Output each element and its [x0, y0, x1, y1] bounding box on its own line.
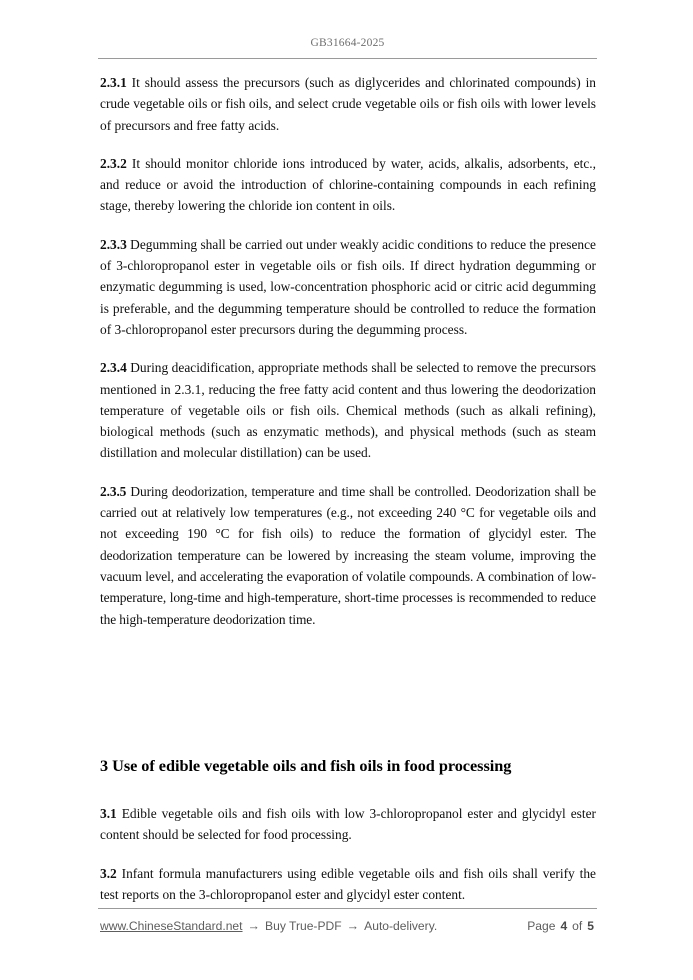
footer-promo	[100, 919, 437, 933]
footer-divider	[98, 908, 597, 909]
clause-paragraph	[100, 803, 596, 846]
header-divider	[98, 58, 597, 59]
header-standard-code: GB31664-2025	[310, 37, 385, 49]
page-indicator	[527, 919, 596, 933]
clause-paragraph	[100, 357, 596, 463]
footer-delivery-label: Auto-delivery.	[364, 919, 438, 933]
clause-text: Infant formula manufacturers using edible vegetable oils and fish oils shall verify the test reports on the 3-chloropropanol ester and glycidyl ester content.	[100, 865, 596, 902]
section-heading: 3 Use of edible vegetable oils and fish oils in food processing	[100, 756, 512, 775]
clause-number: 2.3.5	[100, 483, 127, 499]
clause-text: During deacidification, appropriate methods shall be selected to remove the precursors mentioned in 2.3.1, reducing the free fatty acid content and thus lowering the deodorization temperature of vegetable oils or fish oils. Chemical methods (such as alkali refining), biological methods (such as enzymatic methods), and physical methods (such as steam distillation and molecular distillation) can be used.	[100, 360, 596, 461]
clause-number: 2.3.2	[100, 155, 127, 171]
page-label: Page	[527, 919, 556, 933]
clause-text: It should monitor chloride ions introduced by water, acids, alkalis, adsorbents, etc., and reduce or avoid the introduction of chlorine-containing compounds in each refining stage, thereby lowering the chloride ion content in oils.	[100, 155, 596, 214]
page-header	[98, 33, 597, 51]
document-body	[100, 72, 596, 630]
arrow-right-icon: →	[247, 919, 261, 933]
clause-text: Edible vegetable oils and fish oils with low 3-chloropropanol ester and glycidyl ester content should be selected for food processing.	[100, 806, 596, 843]
page-footer	[100, 915, 596, 937]
section-3	[100, 755, 596, 905]
clause-paragraph	[100, 72, 596, 136]
clause-paragraph	[100, 234, 596, 340]
footer-website-link[interactable]: www.ChineseStandard.net	[100, 919, 243, 933]
clause-number: 2.3.4	[100, 360, 127, 376]
current-page-number: 4	[560, 919, 568, 933]
clause-text: Degumming shall be carried out under weakly acidic conditions to reduce the presence of 3-chloropropanol ester in vegetable oils or fish oils. If direct hydration degumming or enzymatic degumming is used, low-concentration phosphoric acid or citric acid degumming is preferable, and the degumming temperature should be controlled to reduce the formation of 3-chloropropanol ester precursors during the degumming process.	[100, 236, 596, 337]
clause-text: It should assess the precursors (such as diglycerides and chlorinated compounds) in crude vegetable oils or fish oils, and select crude vegetable oils or fish oils with lower levels of precursors and free fatty acids.	[100, 75, 596, 133]
of-label: of	[572, 919, 583, 933]
clause-number: 3.1	[100, 806, 117, 821]
clause-paragraph	[100, 481, 596, 630]
total-page-number: 5	[587, 919, 594, 933]
clause-number: 2.3.1	[100, 75, 127, 90]
arrow-right-icon: →	[346, 919, 360, 933]
footer-buy-label: Buy True-PDF	[265, 919, 342, 933]
clause-text: During deodorization, temperature and time shall be controlled. Deodorization shall be carried out at relatively low temperatures (e.g., not exceeding 240 °C for vegetable oils and not exceeding 190 °C for fish oils) to reduce the formation of glycidyl ester. The deodorization temperature can be lowered by increasing the steam volume, improving the vacuum level, and accelerating the evaporation of volatile compounds. A combination of low-temperature, long-time and high-temperature, short-time processes is recommended to reduce the high-temperature deodorization time.	[100, 483, 596, 627]
clause-number: 2.3.3	[100, 236, 127, 252]
clause-paragraph	[100, 153, 596, 217]
clause-number: 3.2	[100, 865, 117, 881]
clause-paragraph	[100, 863, 596, 906]
